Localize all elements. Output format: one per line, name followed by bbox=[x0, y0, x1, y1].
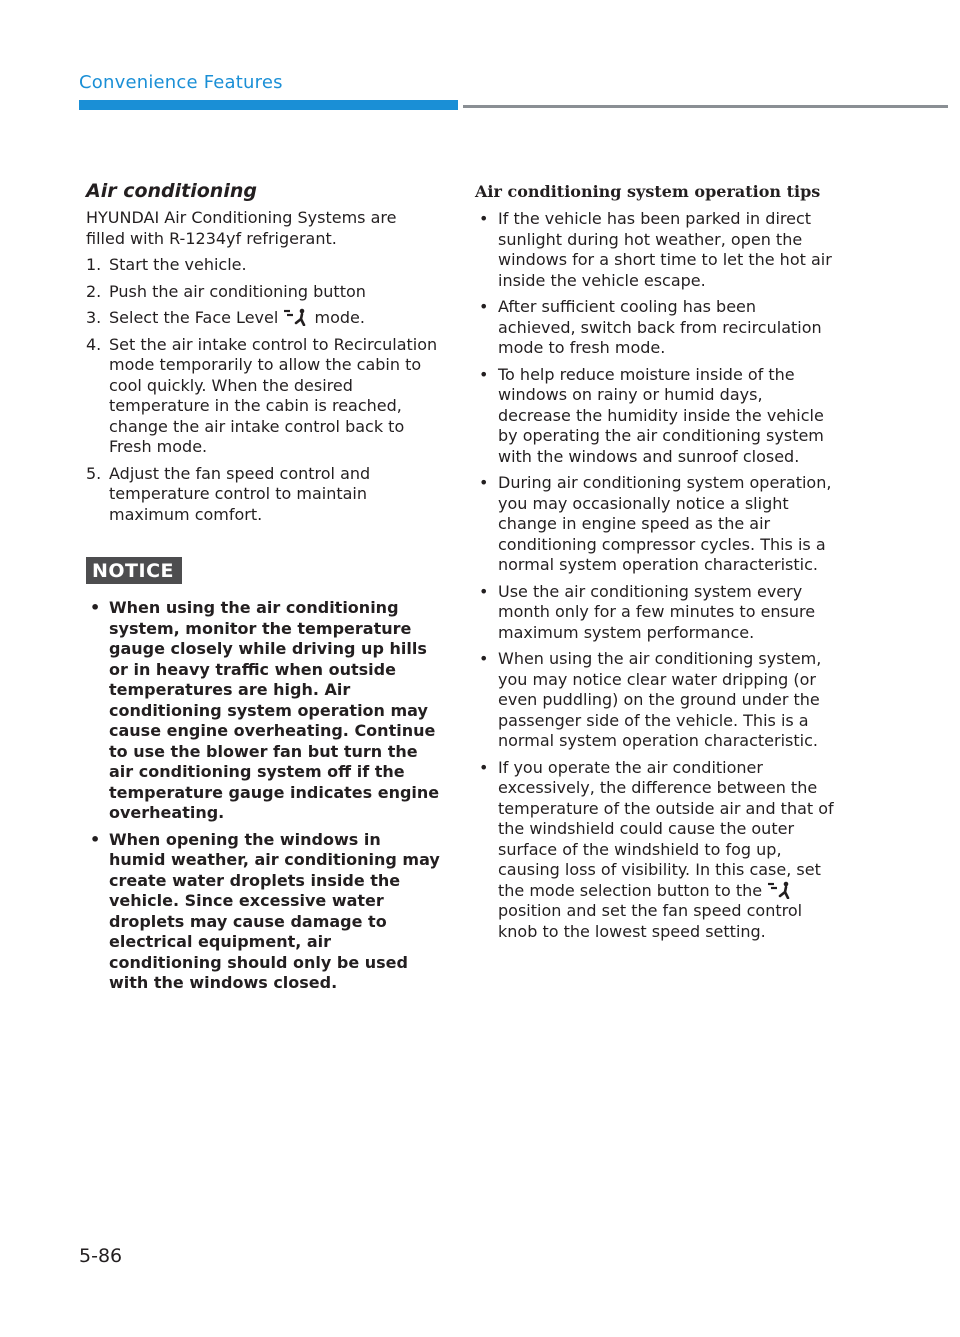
intro-paragraph: HYUNDAI Air Conditioning Systems are filled with R-1234yf refrigerant. bbox=[86, 208, 397, 248]
bullet: • bbox=[479, 581, 489, 601]
procedure-steps bbox=[86, 255, 440, 525]
tip-item bbox=[475, 365, 835, 468]
face-level-mode-icon bbox=[283, 308, 309, 326]
header-accent-bar bbox=[79, 100, 458, 110]
tip-item bbox=[475, 297, 835, 359]
step-4 bbox=[86, 335, 440, 458]
notice-item bbox=[86, 598, 440, 824]
left-column bbox=[86, 180, 440, 1000]
tip-text: After sufficient cooling has been achieved, switch back from recirculation mode to fresh mode. bbox=[498, 297, 822, 357]
right-column bbox=[475, 182, 835, 948]
step-text: Set the air intake control to Recirculation mode temporarily to allow the cabin to cool quickly. When the desired temperature in the cabin is reached, change the air intake control back to Fresh mode. bbox=[109, 334, 438, 456]
step-text: Start the vehicle. bbox=[109, 255, 247, 274]
step-number: 4. bbox=[86, 334, 102, 354]
page-number: 5-86 bbox=[79, 1245, 123, 1267]
step-text-pre: Select the Face Level bbox=[109, 308, 279, 327]
step-2 bbox=[86, 282, 440, 303]
operation-tips-heading: Air conditioning system operation tips bbox=[475, 182, 821, 201]
tip-item bbox=[475, 473, 835, 576]
notice-text: When opening the windows in humid weather, air conditioning may create water droplets inside the vehicle. Since excessive water droplets may cause damage to electrical equipment, air conditioning should only be used with the windows closed. bbox=[109, 829, 440, 992]
tip-item bbox=[475, 582, 835, 644]
tip-text: If the vehicle has been parked in direct sunlight during hot weather, open the windows for a short time to let the hot air inside the vehicle escape. bbox=[498, 209, 832, 290]
tip-item bbox=[475, 649, 835, 752]
step-1 bbox=[86, 255, 440, 276]
tip-item bbox=[475, 209, 835, 291]
tip-text: To help reduce moisture inside of the windows on rainy or humid days, decrease the humidity inside the vehicle by operating the air conditioning system with the windows and sunroof closed. bbox=[498, 364, 824, 466]
tip-text-pre: If you operate the air conditioner excessively, the difference between the temperature of the outside air and that of the windshield could cause the outer surface of the windshield to fog up, causing loss of visibility. In this case, set the mode selection button to the bbox=[498, 757, 834, 900]
notice-list bbox=[86, 598, 440, 994]
notice-item bbox=[86, 830, 440, 994]
bullet: • bbox=[479, 209, 489, 228]
bullet: • bbox=[479, 473, 489, 492]
step-3 bbox=[86, 308, 440, 329]
tip-item bbox=[475, 758, 835, 943]
bullet: • bbox=[90, 829, 101, 849]
step-number: 2. bbox=[86, 281, 102, 301]
tip-text: When using the air conditioning system, you may notice clear water dripping (or even puddling) on the ground under the passenger side of the vehicle. This is a normal system operation characteristic. bbox=[498, 649, 822, 750]
step-5 bbox=[86, 464, 440, 526]
bullet: • bbox=[479, 757, 489, 777]
section-header-title: Convenience Features bbox=[79, 72, 283, 93]
step-number: 5. bbox=[86, 463, 102, 483]
step-text-post: mode. bbox=[314, 308, 365, 327]
step-text: Push the air conditioning button bbox=[109, 281, 366, 301]
tip-text: Use the air conditioning system every month only for a few minutes to ensure maximum system performance. bbox=[498, 581, 816, 642]
step-number: 1. bbox=[86, 255, 102, 274]
bullet: • bbox=[479, 297, 489, 316]
header-rule bbox=[463, 105, 948, 108]
step-number: 3. bbox=[86, 308, 102, 327]
bullet: • bbox=[479, 649, 489, 668]
air-conditioning-heading: Air conditioning bbox=[86, 180, 257, 202]
face-level-mode-icon bbox=[767, 881, 793, 899]
bullet: • bbox=[90, 598, 101, 617]
notice-text: When using the air conditioning system, monitor the temperature gauge closely while driving up hills or in heavy traffic when outside temperatures are high. Air conditioning system operation may cause engine overheating. Continue to use the blower fan but turn the air conditioning system off if the temperature gauge indicates engine overheating. bbox=[109, 598, 440, 822]
tip-text-post: position and set the fan speed control knob to the lowest speed setting. bbox=[498, 901, 803, 941]
notice-badge: NOTICE bbox=[86, 557, 182, 584]
tips-list bbox=[475, 209, 835, 942]
step-text: Adjust the fan speed control and temperature control to maintain maximum comfort. bbox=[109, 463, 371, 524]
tip-text: During air conditioning system operation, you may occasionally notice a slight change in engine speed as the air conditioning compressor cycles. This is a normal system operation characteristic. bbox=[498, 473, 832, 574]
bullet: • bbox=[479, 364, 489, 384]
